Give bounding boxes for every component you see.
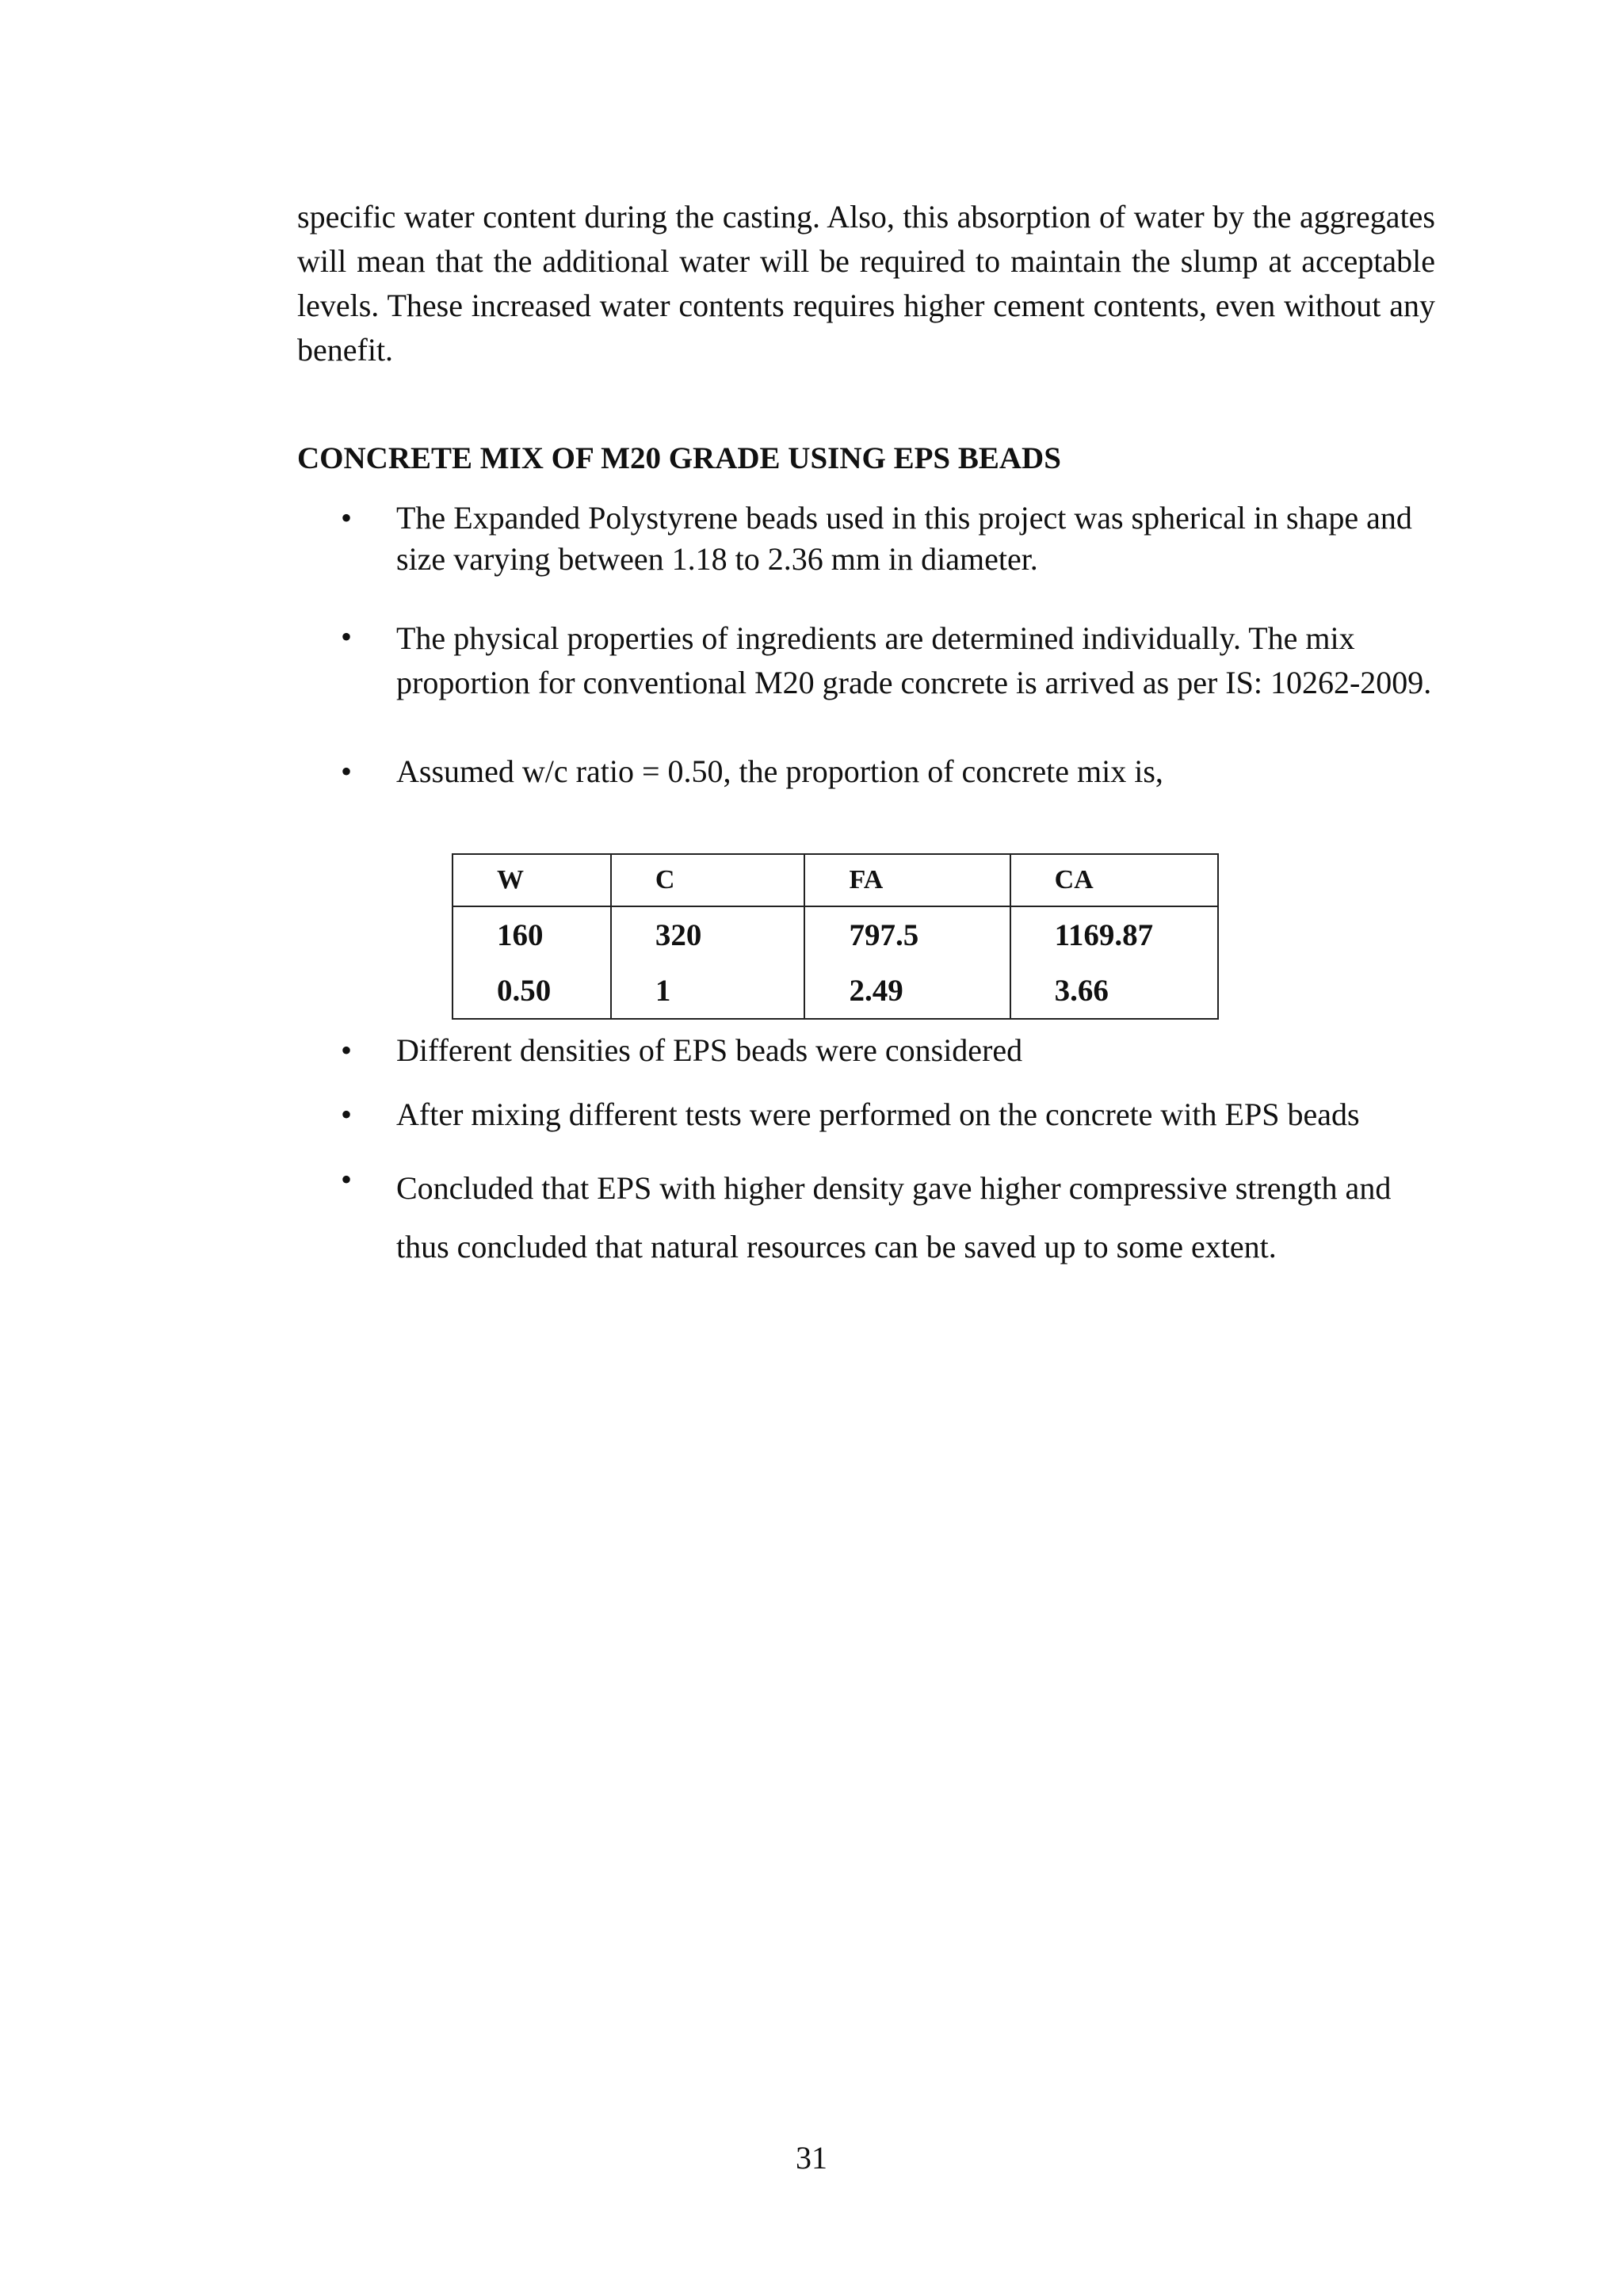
table-header-cell: CA <box>1010 854 1218 906</box>
bullet-dot: • <box>341 500 353 536</box>
bullet-dot: • <box>341 1032 353 1068</box>
table-cell: 160 <box>453 906 611 963</box>
list-item-text: Assumed w/c ratio = 0.50, the proportion of concrete mix is, <box>396 753 1163 789</box>
list-item-text: Concluded that EPS with higher density gave higher compressive strength and thus concluded that natural resources can be saved up to some extent. <box>396 1170 1392 1264</box>
list-item-text: The Expanded Polystyrene beads used in this project was spherical in shape and size varying between 1.18 to 2.36 mm in diameter. <box>396 500 1412 577</box>
list-item-text: Different densities of EPS beads were considered <box>396 1032 1023 1068</box>
table-row <box>453 963 1218 1019</box>
table-cell: 0.50 <box>453 963 611 1019</box>
table-header-cell: C <box>611 854 805 906</box>
table-cell: 3.66 <box>1010 963 1218 1019</box>
table-header-cell: W <box>453 854 611 906</box>
table-header-row <box>453 854 1218 906</box>
intro-paragraph: specific water content during the casting. Also, this absorption of water by the aggregates will mean that the additional water will be required to maintain the slump at acceptable levels. These increased water contents requires higher cement contents, even without any benefit. <box>297 199 1435 368</box>
table-cell: 797.5 <box>804 906 1010 963</box>
bullet-dot: • <box>341 1161 353 1197</box>
section-heading: CONCRETE MIX OF M20 GRADE USING EPS BEADS <box>297 441 1061 475</box>
table-header-cell: FA <box>804 854 1010 906</box>
table-cell: 2.49 <box>804 963 1010 1019</box>
table-cell: 1 <box>611 963 805 1019</box>
list-item-text: After mixing different tests were performed on the concrete with EPS beads <box>396 1097 1360 1132</box>
mix-proportion-table <box>452 853 1219 1020</box>
bullet-dot: • <box>341 753 353 789</box>
table-cell: 1169.87 <box>1010 906 1218 963</box>
page-number: 31 <box>796 2140 827 2176</box>
list-item-text: The physical properties of ingredients are determined individually. The mix proportion for conventional M20 grade concrete is arrived as per IS: 10262-2009. <box>396 620 1432 700</box>
bullet-dot: • <box>341 1097 353 1132</box>
bullet-dot: • <box>341 619 353 654</box>
table-row <box>453 906 1218 963</box>
table-cell: 320 <box>611 906 805 963</box>
